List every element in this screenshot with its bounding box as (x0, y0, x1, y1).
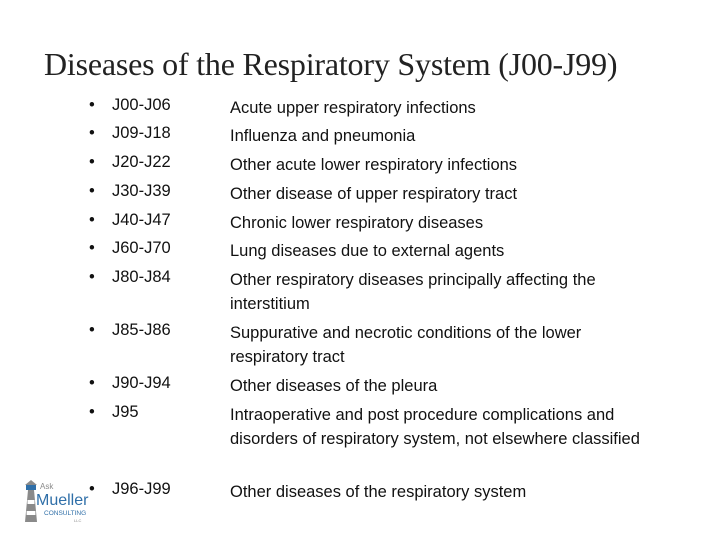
code-range: J00-J06 (112, 96, 171, 114)
bullet: • (89, 268, 95, 286)
code-range: J20-J22 (112, 153, 171, 171)
description: Other diseases of the pleura (230, 377, 438, 395)
bullet: • (89, 239, 95, 257)
bullet: • (89, 403, 95, 421)
code-range: J60-J70 (112, 239, 171, 257)
bullet: • (89, 153, 95, 171)
description: Other disease of upper respiratory tract (230, 185, 518, 203)
bullet: • (89, 480, 95, 498)
code-range: J30-J39 (112, 182, 171, 200)
description: Chronic lower respiratory diseases (230, 214, 484, 232)
description: Suppurative and necrotic conditions of the lower respiratory tract (230, 324, 582, 366)
company-logo (14, 478, 94, 528)
bullet: • (89, 211, 95, 229)
bullet: • (89, 321, 95, 339)
logo-text-mueller: Mueller (36, 492, 89, 509)
bullet: • (89, 124, 95, 142)
code-range: J40-J47 (112, 211, 171, 229)
description: Other acute lower respiratory infections (230, 156, 518, 174)
description: Influenza and pneumonia (230, 127, 416, 145)
logo-text-consulting: CONSULTING (44, 510, 87, 517)
code-range: J95 (112, 403, 139, 421)
bullet: • (89, 182, 95, 200)
description: Other respiratory diseases principally affecting the interstitium (230, 271, 596, 313)
description: Other diseases of the respiratory system (230, 483, 527, 501)
code-range: J09-J18 (112, 124, 171, 142)
code-range: J90-J94 (112, 374, 171, 392)
bullet: • (89, 374, 95, 392)
slide-title: Diseases of the Respiratory System (J00-J99) (44, 46, 618, 82)
code-range: J80-J84 (112, 268, 171, 286)
logo-text-ask: Ask (40, 482, 54, 491)
code-range: J85-J86 (112, 321, 171, 339)
code-range: J96-J99 (112, 480, 171, 498)
description: Intraoperative and post procedure complications and disorders of respiratory system, not elsewhere classified (230, 406, 640, 448)
description: Lung diseases due to external agents (230, 242, 505, 260)
bullet: • (89, 96, 95, 114)
description: Acute upper respiratory infections (230, 99, 476, 117)
logo-text-llc: LLC (74, 518, 82, 523)
